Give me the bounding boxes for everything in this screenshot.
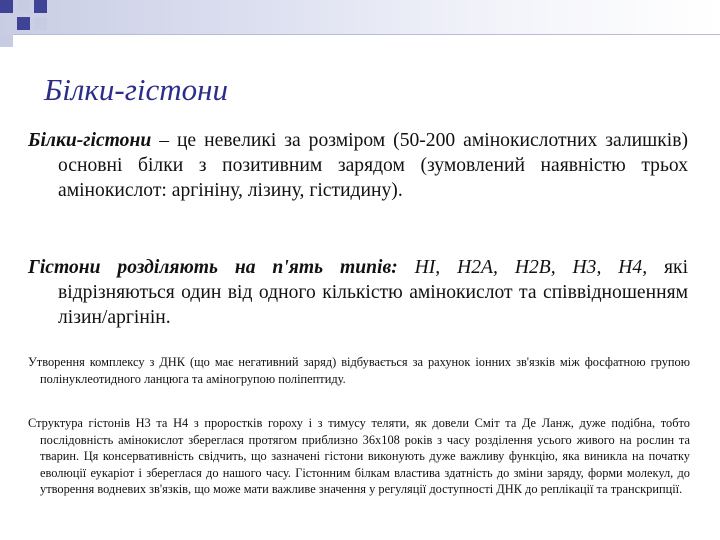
decor-square xyxy=(34,0,47,13)
paragraph-dna-complex: Утворення комплексу з ДНК (що має негативний заряд) відбувається за рахунок іонних зв'язків між фосфатною групою полінуклеотидного ланцюга та аміногрупою поліпептиду. xyxy=(28,355,690,386)
definition-text: – це невеликі за розміром (50-200 амінокислотних залишків) основні білки з позитивним зарядом (зумовлений наявністю трьох амінокислот: аргініну, лізину, гістидину). xyxy=(58,130,688,201)
decor-square xyxy=(0,0,13,13)
term-histone-proteins: Білки-гістони xyxy=(28,130,152,151)
paragraph-structure: Структура гістонів Н3 та Н4 з проростків гороху і з тимусу теляти, як довели Сміт та Де Ланж, дуже подібна, тобто послідовність амінокислот збереглася протягом приблизно 36х108 років з часу розділення усього живого на рослин та тварин. Ця консервативність свідчить, що зазначені гістони виконують дуже важливу функцію, яка виникла на початку еволюції еукаріот і збереглася до нашого часу. Гістонним білкам властива здатність до зміни заряду, форми молекул, до утворення водневих зв'язків, що може мати важливе значення у регуляції доступності ДНК до реплікації та транскрипції. xyxy=(28,416,690,497)
decor-square xyxy=(17,17,30,30)
paragraph-types xyxy=(28,255,688,330)
types-lead: Гістони розділяють на п'ять типів: xyxy=(28,257,398,278)
types-text: які відрізняються один від одного кількістю амінокислот та співвідношенням лізин/аргінін. xyxy=(58,257,689,328)
paragraph-definition xyxy=(28,128,688,203)
decor-square xyxy=(0,34,13,47)
decor-square xyxy=(34,17,47,30)
header-gradient-bar xyxy=(0,0,720,34)
types-list: HI, H2A, H2B, H3, H4, xyxy=(397,257,648,278)
decor-square xyxy=(17,0,30,13)
header-divider xyxy=(0,34,720,35)
slide-title: Білки-гістони xyxy=(44,72,228,107)
